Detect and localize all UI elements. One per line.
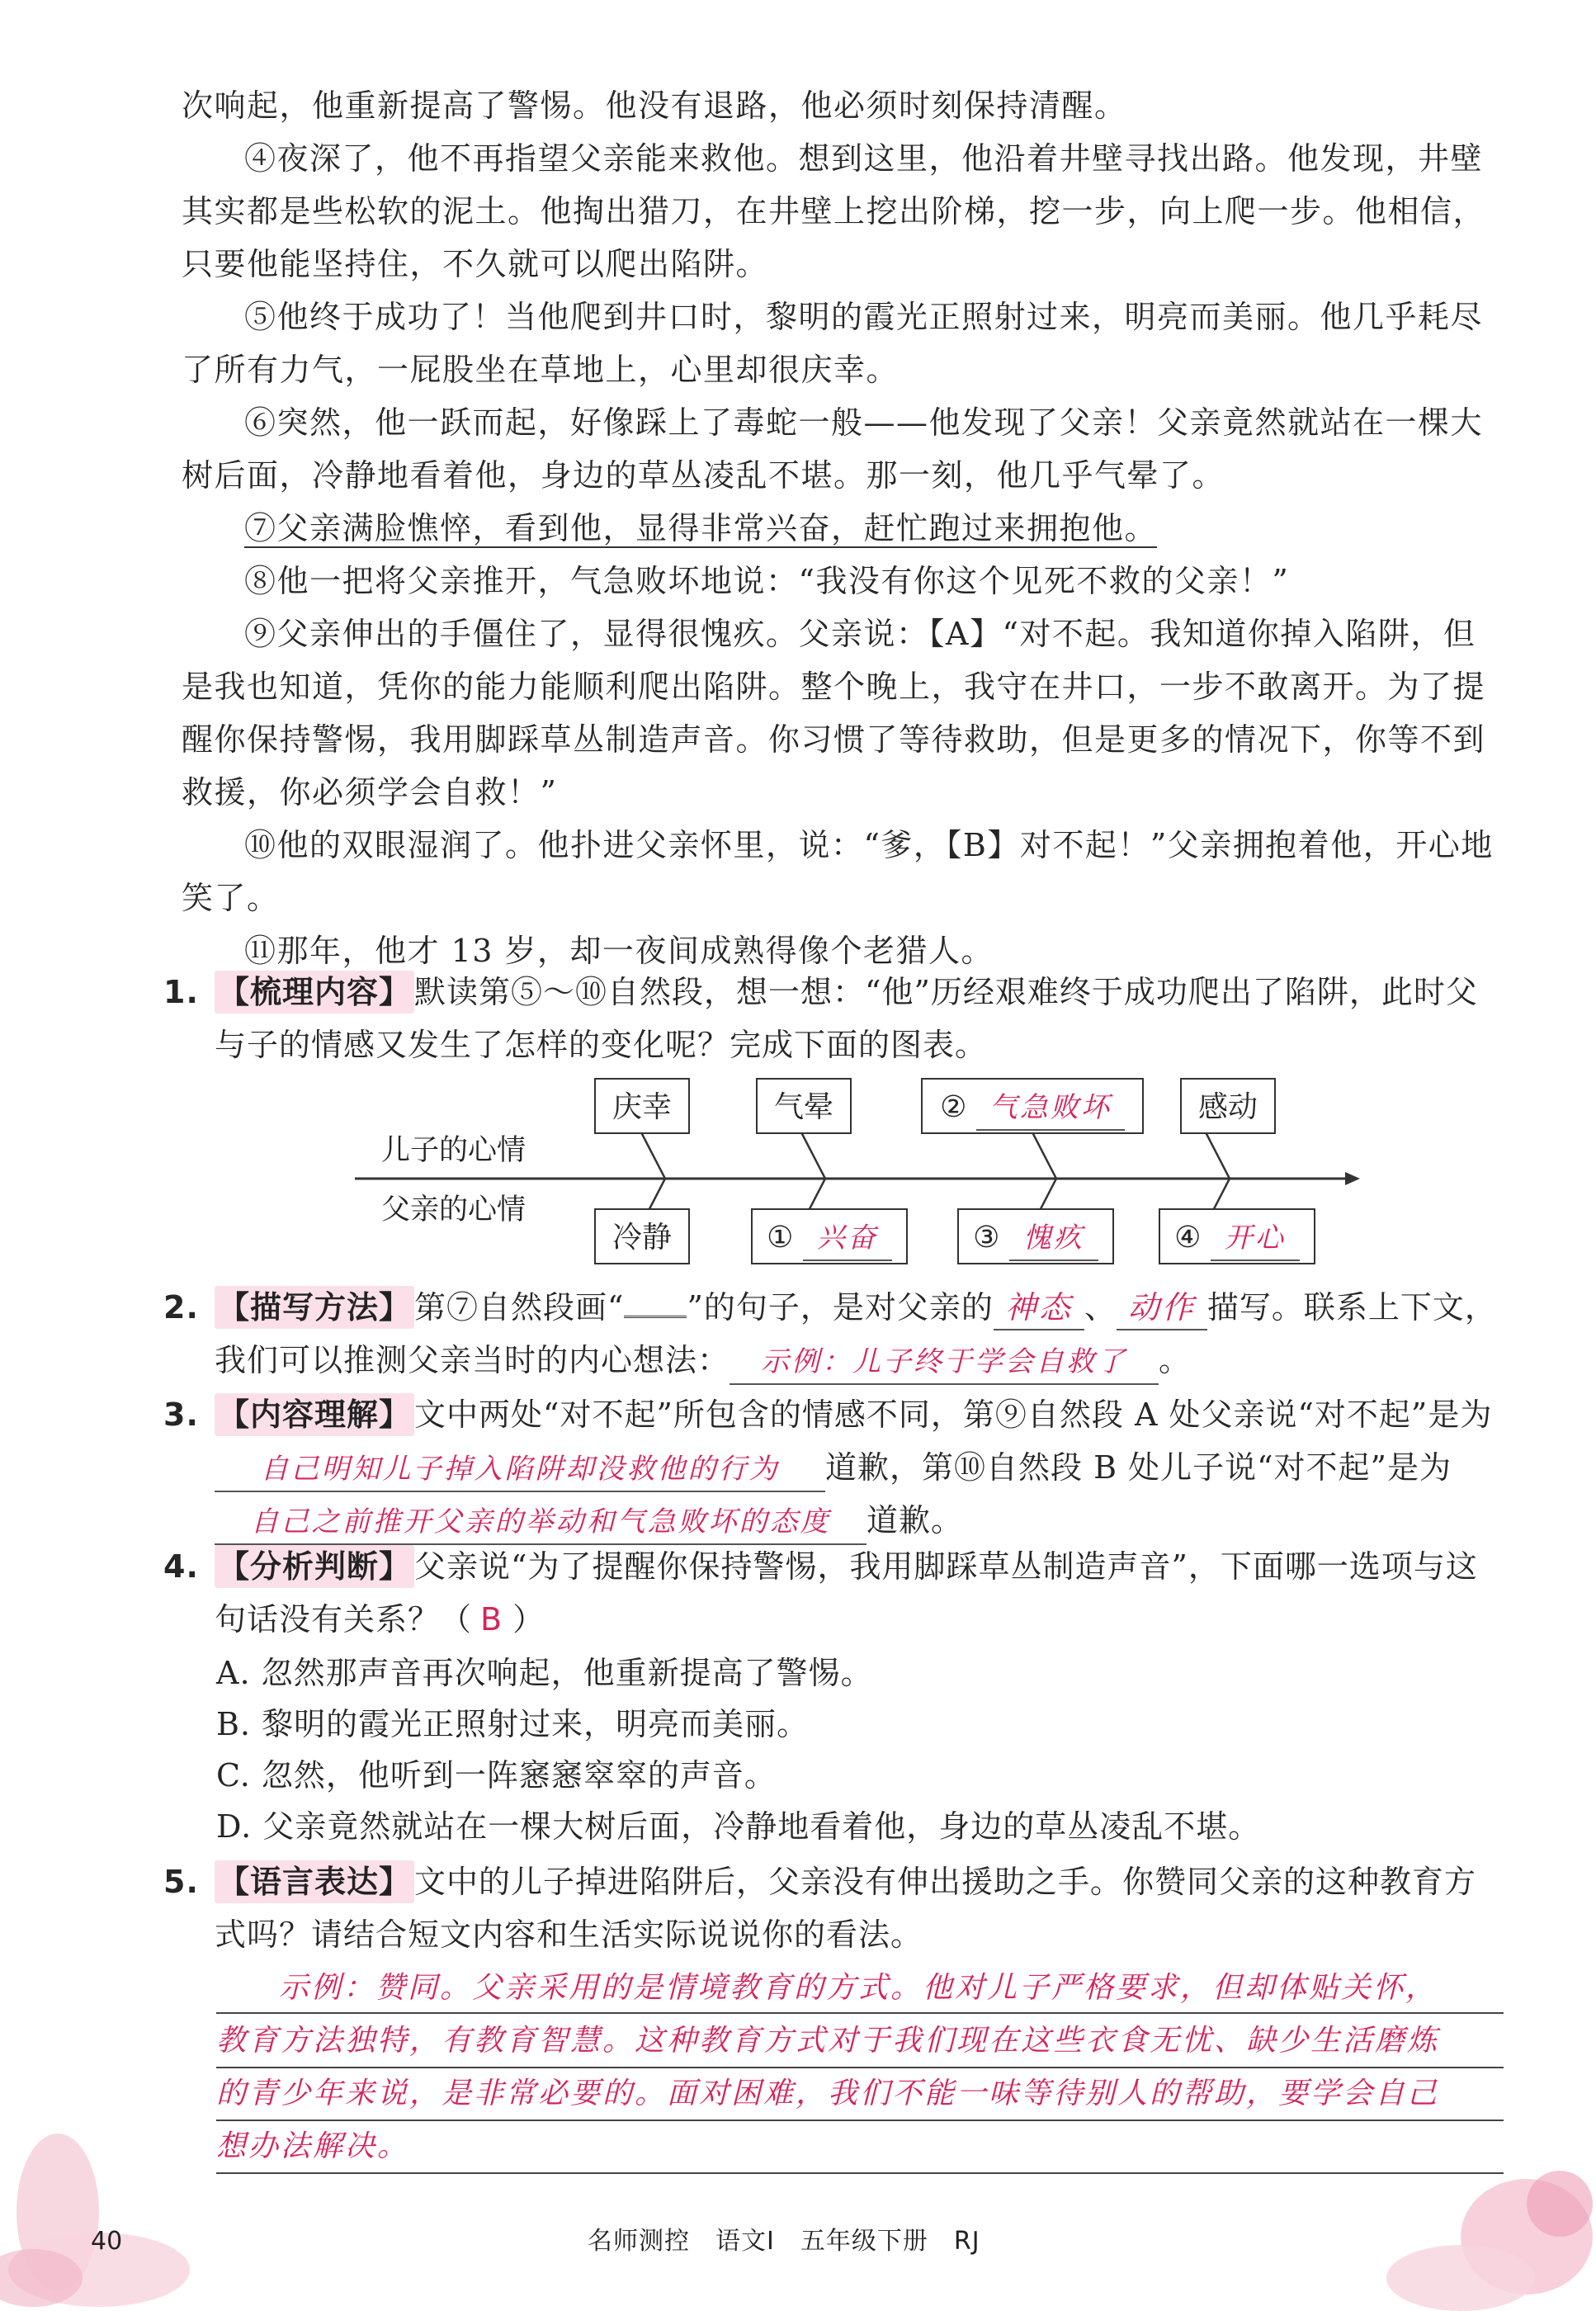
question-5 <box>163 1855 1504 1961</box>
question-number: 2. <box>163 1289 199 1326</box>
answer-blank-a[interactable]: 自己明知儿子掉入陷阱却没救他的行为 <box>215 1448 825 1492</box>
question-tag: 【语言表达】 <box>215 1860 414 1903</box>
question-text: ） <box>512 1601 545 1638</box>
underline-symbol <box>624 1316 687 1318</box>
question-text: 道歉。 <box>866 1502 964 1538</box>
paragraph-4: ④夜深了，他不再指望父亲能来救他。想到这里，他沿着井壁寻找出路。他发现，井壁其实都是些松软的泥土。他掏出猎刀，在井壁上挖出阶梯，挖一步，向上爬一步。他相信，只要他能坚持住，不久就可以爬出陷阱。 <box>182 140 1486 282</box>
father-box-3 <box>957 1208 1114 1264</box>
son-box-1 <box>594 1078 690 1134</box>
question-text: 。 <box>1159 1342 1192 1378</box>
paragraph-6: ⑥突然，他一跃而起，好像踩上了毒蛇一般——他发现了父亲！父亲竟然就站在一棵大树后面，冷静地看着他，身边的草丛凌乱不堪。那一刻，他几乎气晕了。 <box>182 404 1484 494</box>
box-prefix: ② <box>940 1090 967 1124</box>
answer-blank-b[interactable]: 自己之前推开父亲的举动和气急败坏的态度 <box>215 1500 866 1545</box>
paragraph-7 <box>182 502 1502 555</box>
question-text: 道歉，第⑩自然段 B 处儿子说“对不起”是为 <box>825 1449 1452 1486</box>
paragraph-10: ⑩他的双眼湿润了。他扑进父亲怀里，说：“爹，【B】对不起！”父亲拥抱着他，开心地笑了。 <box>182 827 1494 916</box>
answer-blank-3[interactable]: 示例：儿子终于学会自救了 <box>730 1340 1159 1385</box>
box-text: 感动 <box>1197 1090 1258 1124</box>
question-3 <box>163 1388 1504 1547</box>
box-answer: 兴奋 <box>803 1217 892 1261</box>
son-box-2 <box>756 1078 852 1134</box>
answer-choice[interactable]: B <box>480 1601 505 1638</box>
question-number: 5. <box>163 1864 199 1900</box>
father-mood-label: 父亲的心情 <box>381 1193 526 1226</box>
question-tag: 【内容理解】 <box>215 1393 414 1436</box>
question-4 <box>163 1540 1504 1646</box>
paragraph-5: ⑤他终于成功了！当他爬到井口时，黎明的霞光正照射过来，明亮而美丽。他几乎耗尽了所有力气，一屁股坐在草地上，心里却很庆幸。 <box>182 299 1484 388</box>
question-text: 第⑦自然段画“ <box>414 1289 625 1326</box>
answer-line-2[interactable]: 教育方法独特，有教育智慧。这种教育方式对于我们现在这些衣食无忧、缺少生活磨炼 <box>216 2016 1504 2068</box>
question-tag: 【描写方法】 <box>215 1286 414 1329</box>
answer-blank-2[interactable]: 动作 <box>1117 1286 1207 1330</box>
question-text: 文中两处“对不起”所包含的情感不同，第⑨自然段 A 处父亲说“对不起”是为 <box>414 1397 1493 1433</box>
box-prefix: ③ <box>973 1221 1000 1255</box>
question-number: 1. <box>163 974 199 1010</box>
option-d[interactable]: D. 父亲竟然就站在一棵大树后面，冷静地看着他，身边的草丛凌乱不堪。 <box>216 1808 1261 1845</box>
father-box-2 <box>751 1208 908 1264</box>
question-text: ”的句子，是对父亲的 <box>687 1289 994 1326</box>
answer-line-4[interactable]: 想办法解决。 <box>216 2121 1504 2174</box>
question-tag: 【分析判断】 <box>215 1545 414 1588</box>
father-box-1 <box>594 1208 690 1264</box>
box-answer: 愧疚 <box>1009 1217 1098 1261</box>
decorative-flower-left <box>0 2113 190 2311</box>
page-number: 40 <box>91 2227 123 2256</box>
paragraph-11: ⑪那年，他才 13 岁，却一夜间成熟得像个老猎人。 <box>244 933 994 969</box>
son-box-3 <box>921 1078 1144 1134</box>
son-box-4 <box>1180 1078 1276 1134</box>
option-b[interactable]: B. 黎明的霞光正照射过来，明亮而美丽。 <box>216 1706 810 1742</box>
question-text: 文中的儿子掉进陷阱后，父亲没有伸出援助之手。你赞同父亲的这种教育方式吗？请结合短文内容和生活实际说说你的看法。 <box>215 1864 1477 1953</box>
father-box-4 <box>1159 1208 1315 1264</box>
paragraph-8: ⑧他一把将父亲推开，气急败坏地说：“我没有你这个见死不救的父亲！” <box>244 563 1290 599</box>
box-answer: 开心 <box>1211 1217 1300 1261</box>
question-tag: 【梳理内容】 <box>215 971 414 1014</box>
separator: 、 <box>1084 1289 1117 1326</box>
question-text: 描写。联系上下文，我们可以推测父亲当时的内心想法： <box>215 1289 1497 1378</box>
box-text: 庆幸 <box>611 1090 672 1124</box>
option-c[interactable]: C. 忽然，他听到一阵窸窸窣窣的声音。 <box>216 1757 777 1794</box>
answer-line-3[interactable]: 的青少年来说，是非常必要的。面对困难，我们不能一味等待别人的帮助，要学会自己 <box>216 2068 1504 2121</box>
answer-blank-1[interactable]: 神态 <box>994 1286 1084 1330</box>
question-2 <box>163 1281 1504 1387</box>
box-prefix: ① <box>767 1221 794 1255</box>
question-text: 父亲说“为了提醒你保持警惕，我用脚踩草丛制造声音”，下面哪一选项与这句话没有关系？（ <box>215 1548 1478 1638</box>
passage-continuation: 次响起，他重新提高了警惕。他没有退路，他必须时刻保持清醒。 <box>182 87 1127 124</box>
son-mood-label: 儿子的心情 <box>381 1134 526 1167</box>
box-prefix: ④ <box>1174 1221 1202 1255</box>
question-number: 3. <box>163 1397 199 1433</box>
answer-line-1[interactable]: 示例：赞同。父亲采用的是情境教育的方式。他对儿子严格要求，但却体贴关怀， <box>216 1963 1504 2014</box>
question-text: 默读第⑤～⑩自然段，想一想：“他”历经艰难终于成功爬出了陷阱，此时父与子的情感又发生了怎样的变化呢？完成下面的图表。 <box>215 974 1478 1063</box>
option-a[interactable]: A. 忽然那声音再次响起，他重新提高了警惕。 <box>216 1655 873 1691</box>
box-text: 气晕 <box>773 1090 833 1124</box>
book-title: 名师测控 语文Ⅰ 五年级下册 RJ <box>588 2227 980 2256</box>
question-1 <box>163 966 1504 1071</box>
question-number: 4. <box>163 1548 199 1585</box>
box-text: 冷静 <box>611 1221 672 1255</box>
box-answer: 气急败坏 <box>976 1086 1125 1131</box>
underlined-sentence: ⑦父亲满脸憔悴，看到他，显得非常兴奋，赶忙跑过来拥抱他。 <box>244 510 1158 546</box>
paragraph-9: ⑨父亲伸出的手僵住了，显得很愧疚。父亲说：【A】“对不起。我知道你掉入陷阱，但是我也知道，凭你的能力能顺利爬出陷阱。整个晚上，我守在井口，一步不敢离开。为了提醒你保持警惕，我用脚踩草丛制造声音。你习惯了等待救助，但是更多的情况下，你等不到救援，你必须学会自救！” <box>182 616 1486 811</box>
